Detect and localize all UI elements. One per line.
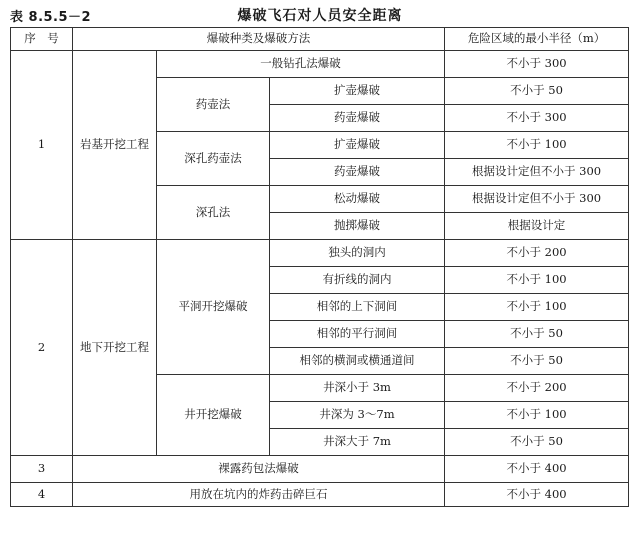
method-cell: 扩壶爆破: [270, 132, 445, 159]
radius-cell: 不小于 100: [445, 402, 629, 429]
safety-distance-table: [10, 27, 629, 507]
row-number: 4: [11, 483, 73, 507]
radius-cell: 不小于 100: [445, 294, 629, 321]
method-cell: 药壶爆破: [270, 105, 445, 132]
table-caption: [10, 4, 630, 26]
radius-cell: 不小于 300: [445, 51, 629, 78]
method-cell: 井深大于 7m: [270, 429, 445, 456]
row-number: 2: [11, 240, 73, 456]
method-cell: 相邻的平行洞间: [270, 321, 445, 348]
method-cell: 抛掷爆破: [270, 213, 445, 240]
radius-cell: 根据设计定: [445, 213, 629, 240]
radius-cell: 不小于 50: [445, 78, 629, 105]
header-method: 爆破种类及爆破方法: [73, 28, 445, 51]
radius-cell: 不小于 400: [445, 483, 629, 507]
method-group-cell: 平洞开挖爆破: [157, 240, 270, 375]
method-cell: 一般钻孔法爆破: [157, 51, 445, 78]
table-number: 表 8.5.5－2: [10, 10, 92, 25]
method-cell: 有折线的洞内: [270, 267, 445, 294]
table-row: [11, 483, 629, 507]
method-cell: 扩壶爆破: [270, 78, 445, 105]
radius-cell: 不小于 200: [445, 240, 629, 267]
radius-cell: 不小于 50: [445, 321, 629, 348]
row-number: 3: [11, 456, 73, 483]
method-cell: 裸露药包法爆破: [73, 456, 445, 483]
radius-cell: 不小于 300: [445, 105, 629, 132]
radius-cell: 不小于 100: [445, 132, 629, 159]
radius-cell: 不小于 400: [445, 456, 629, 483]
header-no: 序 号: [11, 28, 73, 51]
radius-cell: 不小于 100: [445, 267, 629, 294]
method-cell: 药壶爆破: [270, 159, 445, 186]
method-cell: 相邻的上下洞间: [270, 294, 445, 321]
method-cell: 松动爆破: [270, 186, 445, 213]
radius-cell: 不小于 50: [445, 348, 629, 375]
method-group-cell: 深孔法: [157, 186, 270, 240]
table-row: [11, 456, 629, 483]
row-number: 1: [11, 51, 73, 240]
method-cell: 井深为 3～7m: [270, 402, 445, 429]
category-cell: 岩基开挖工程: [73, 51, 157, 240]
header-row: [11, 28, 629, 51]
radius-cell: 不小于 50: [445, 429, 629, 456]
method-cell: 井深小于 3m: [270, 375, 445, 402]
radius-cell: 根据设计定但不小于 300: [445, 186, 629, 213]
header-radius: 危险区域的最小半径（m）: [445, 28, 629, 51]
table-row: [11, 240, 629, 267]
method-cell: 用放在坑内的炸药击碎巨石: [73, 483, 445, 507]
method-group-cell: 药壶法: [157, 78, 270, 132]
method-cell: 相邻的横洞或横通道间: [270, 348, 445, 375]
radius-cell: 不小于 200: [445, 375, 629, 402]
table-title: 爆破飞石对人员安全距离: [237, 8, 403, 24]
method-cell: 独头的洞内: [270, 240, 445, 267]
radius-cell: 根据设计定但不小于 300: [445, 159, 629, 186]
category-cell: 地下开挖工程: [73, 240, 157, 456]
method-group-cell: 深孔药壶法: [157, 132, 270, 186]
method-group-cell: 井开挖爆破: [157, 375, 270, 456]
table-row: [11, 51, 629, 78]
